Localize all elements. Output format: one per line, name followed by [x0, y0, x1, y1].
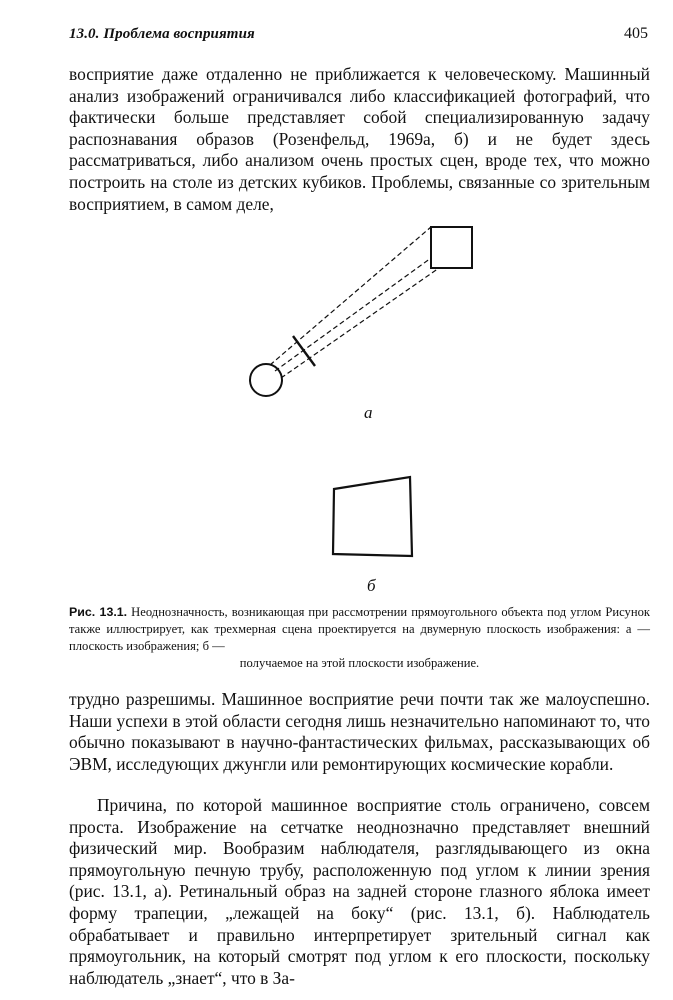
- caption-label: Рис. 13.1.: [69, 605, 128, 619]
- projection-ray-bottom: [281, 268, 439, 378]
- projection-ray-middle: [275, 258, 431, 371]
- figure-caption: [69, 604, 650, 672]
- paragraph-2: трудно разрешимы. Машинное восприятие речи почти так же малоуспешно. Наши успехи в этой области сегодня лишь незначительно напоминают то, что обычно показывают в научно-фантастических фильмах, рассказывающих об ЭВМ, исследующих джунгли или ремонтирующих космические корабли.: [69, 689, 650, 774]
- paragraph-1: восприятие даже отдаленно не приближается к человеческому. Машинный анализ изображений ограничивался либо классификацией фотографий, что фактически больше представляет собой специализированную задачу распознавания образов (Розенфельд, 1969а, б) и не будет здесь рассматриваться, либо анализом очень простых сцен, вроде тех, что можно построить на столе из детских кубиков. Проблемы, связанные со зрительным восприятием, в самом деле,: [69, 64, 650, 214]
- running-header-title: 13.0. Проблема восприятия: [69, 26, 255, 42]
- page-number: 405: [624, 25, 648, 42]
- caption-text: Неоднозначность, возникающая при рассмотрении прямоугольного объекта под углом Рисунок также иллюстрирует, как трехмерная сцена проектируется на двумерную плоскость изображения: а — плоскость изображения; б —: [69, 605, 650, 653]
- projection-ray-top: [270, 227, 431, 365]
- chimney-square: [431, 227, 472, 268]
- figure-b-diagram: [333, 477, 412, 556]
- caption-last-line: получаемое на этой плоскости изображение.: [239, 656, 480, 670]
- paragraph-3: Причина, по которой машинное восприятие столь ограничено, совсем проста. Изображение на сетчатке неоднозначно представляет внешний физический мир. Вообразим наблюдателя, разглядывающего из окна прямоугольную печную трубу, расположенную под углом к линии зрения (рис. 13.1, а). Ретинальный образ на задней стороне глазного яблока имеет форму трапеции, „лежащей на боку“ (рис. 13.1, б). Наблюдатель обрабатывает и правильно интерпретирует зрительный сигнал как прямоугольник, на который смотрят под углом к его плоскости, поскольку наблюдатель „знает“, что в За-: [69, 795, 650, 988]
- figure-label-a: a: [364, 403, 373, 422]
- figure-label-b: б: [367, 576, 376, 595]
- figure-a-diagram: [250, 227, 472, 396]
- trapezoid-image: [333, 477, 412, 556]
